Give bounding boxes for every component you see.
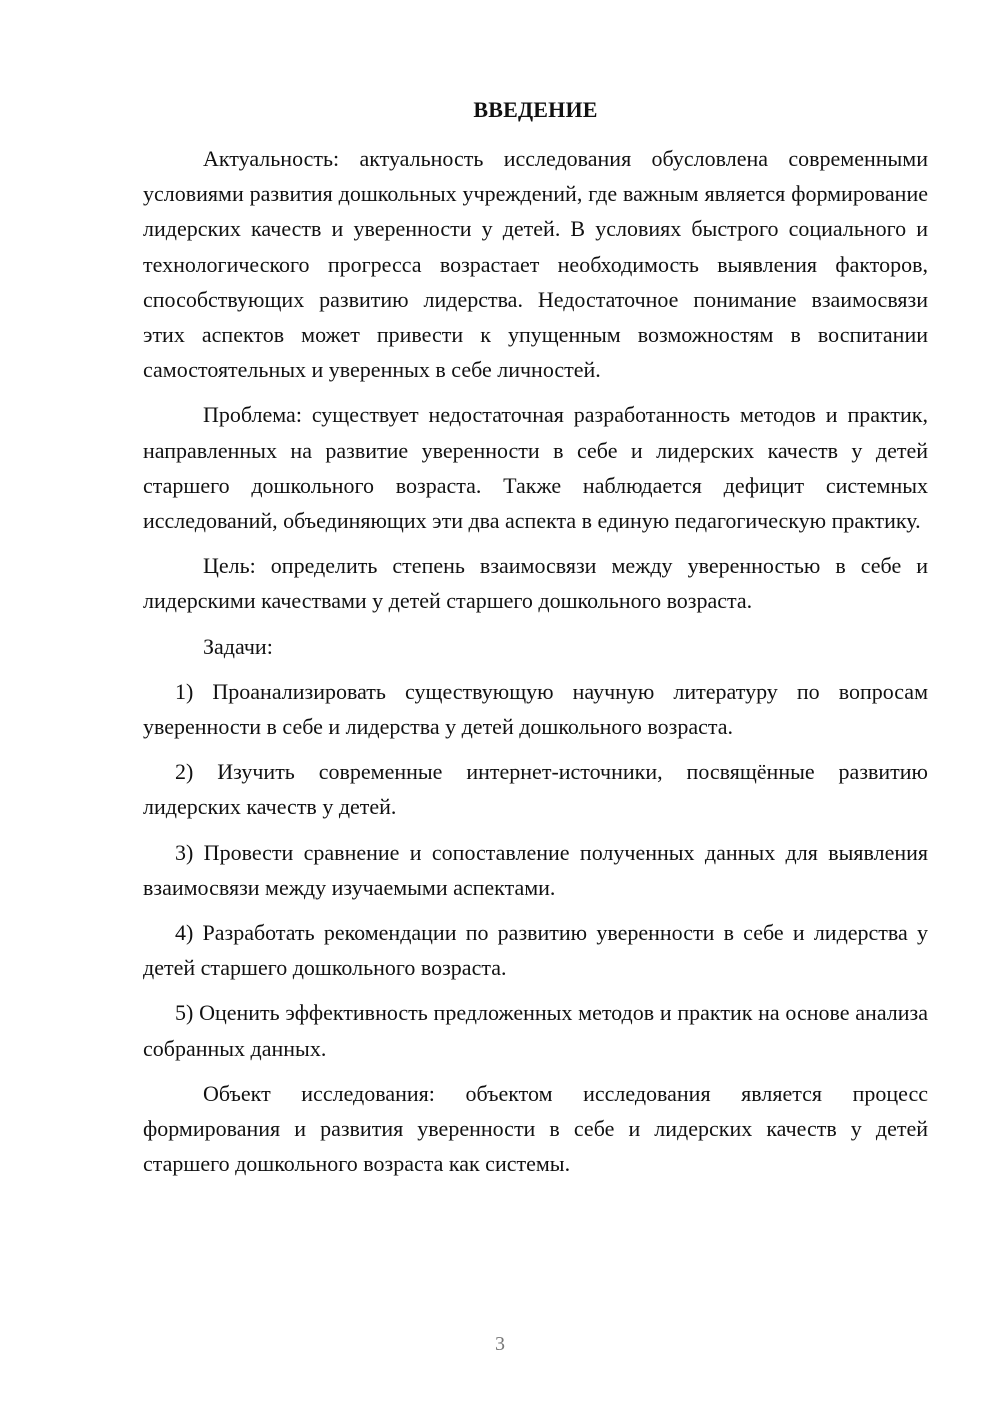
problem-paragraph: Проблема: существует недостаточная разработанность методов и практик, направленных на развитие уверенности в себе и лидерских качеств у детей старшего дошкольного возраста. Также наблюдается дефицит системных исследований, объединяющих эти два аспекта в единую педагогическую практику. <box>143 402 928 534</box>
relevance-paragraph: Актуальность: актуальность исследования обусловлена современными условиями развития дошкольных учреждений, где важным является формирование лидерских качеств и уверенности у детей. В условиях быстрого социального и технологического прогресса возрастает необходимость выявления факторов, способствующих развитию лидерства. Недостаточное понимание взаимосвязи этих аспектов может привести к упущенным возможностям в воспитании самостоятельных и уверенных в себе личностей. <box>143 146 928 383</box>
tasks-label: Задачи: <box>203 633 273 659</box>
document-page <box>143 92 928 1181</box>
task-item: 2) Изучить современные интернет-источники, посвящённые развитию лидерских качеств у детей. <box>143 759 928 820</box>
task-item: 4) Разработать рекомендации по развитию уверенности в себе и лидерства у детей старшего дошкольного возраста. <box>143 920 928 981</box>
object-paragraph: Объект исследования: объектом исследования является процесс формирования и развития уверенности в себе и лидерских качеств у детей старшего дошкольного возраста как системы. <box>143 1080 928 1177</box>
task-item: 3) Провести сравнение и сопоставление полученных данных для выявления взаимосвязи между изучаемыми аспектами. <box>143 839 928 900</box>
task-item: 5) Оценить эффективность предложенных методов и практик на основе анализа собранных данных. <box>143 1000 928 1061</box>
section-heading: ВВЕДЕНИЕ <box>473 97 598 122</box>
page-number: 3 <box>495 1333 505 1355</box>
task-list <box>143 674 928 1066</box>
goal-paragraph: Цель: определить степень взаимосвязи между уверенностью в себе и лидерскими качествами у детей старшего дошкольного возраста. <box>143 553 928 614</box>
task-item: 1) Проанализировать существующую научную литературу по вопросам уверенности в себе и лидерства у детей дошкольного возраста. <box>143 678 928 740</box>
